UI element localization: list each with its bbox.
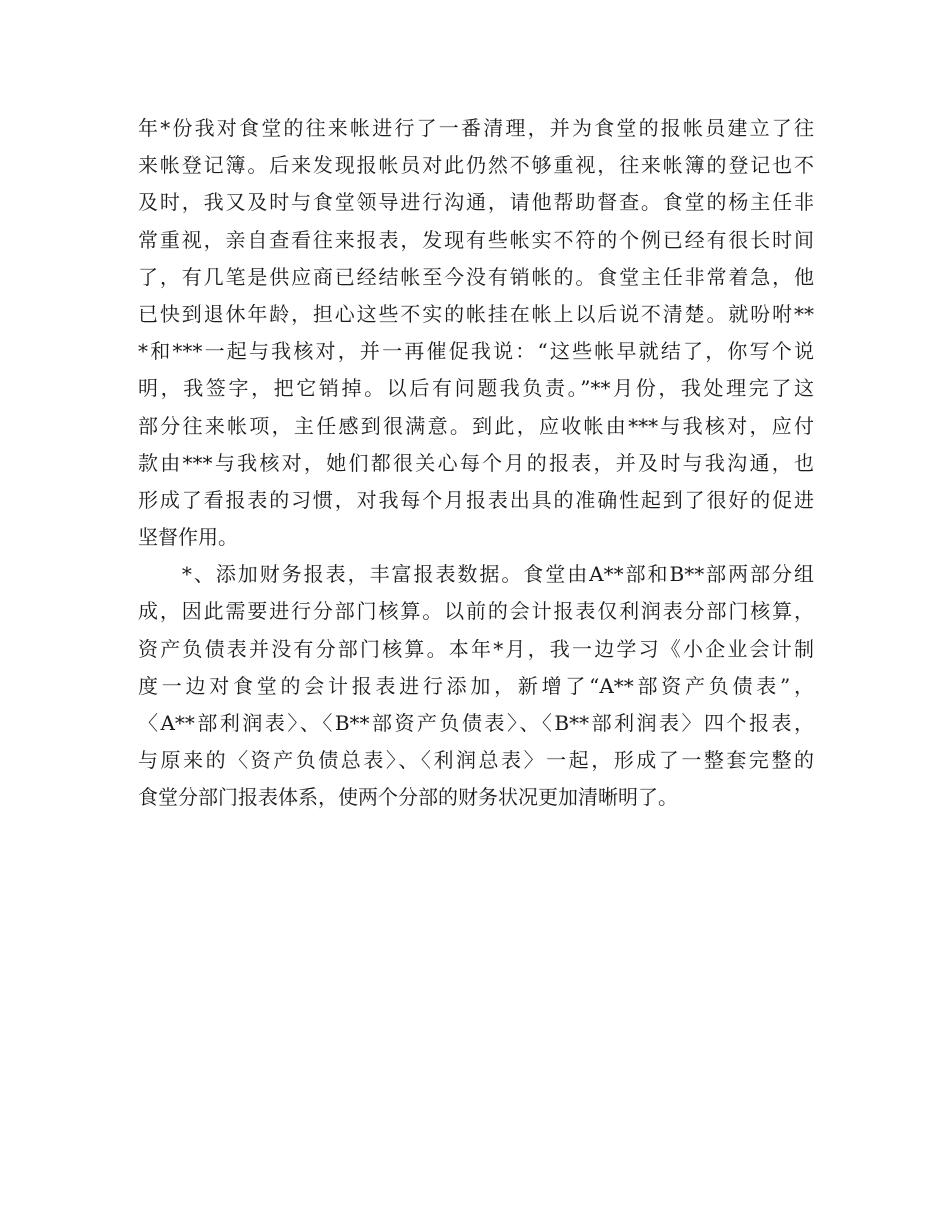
- text-line: 与原来的〈资产负债总表〉、〈利润总表〉一起，形成了一整套完整的: [138, 748, 814, 773]
- text-line: 部分往来帐项，主任感到很满意。到此，应收帐由***与我核对，应付: [138, 413, 814, 438]
- text-line: 常重视，亲自查看往来报表，发现有些帐实不符的个例已经有很长时间: [138, 227, 814, 252]
- text-line: 资产负债表并没有分部门核算。本年*月，我一边学习《小企业会计制: [138, 636, 814, 661]
- text-line: 及时，我又及时与食堂领导进行沟通，请他帮助督查。食堂的杨主任非: [138, 190, 814, 215]
- paragraph-financial-reports: [138, 556, 814, 816]
- text-line: 了，有几笔是供应商已经结帐至今没有销帐的。食堂主任非常着急，他: [138, 264, 814, 289]
- paragraph-reconciliation: [138, 110, 814, 556]
- text-line: 坚督作用。: [138, 525, 238, 550]
- text-line: *、添加财务报表，丰富报表数据。食堂由A**部和B**部两部分组: [138, 562, 814, 587]
- text-line: 款由***与我核对，她们都很关心每个月的报表，并及时与我沟通，也: [138, 450, 814, 475]
- document-body: [138, 110, 814, 817]
- text-line: 已快到退休年龄，担心这些不实的帐挂在帐上以后说不清楚。就吩咐**: [138, 301, 814, 326]
- text-line: 〈A**部利润表〉、〈B**部资产负债表〉、〈B**部利润表〉四个报表，: [138, 711, 814, 735]
- text-line: *和***一起与我核对，并一再催促我说：“这些帐早就结了，你写个说: [138, 339, 814, 364]
- text-line: 形成了看报表的习惯，对我每个月报表出具的准确性起到了很好的促进: [138, 487, 814, 512]
- text-line: 食堂分部门报表体系，使两个分部的财务状况更加清晰明了。: [138, 785, 678, 810]
- text-line: 来帐登记簿。后来发现报帐员对此仍然不够重视，往来帐簿的登记也不: [138, 153, 814, 178]
- text-line: 明，我签字，把它销掉。以后有问题我负责。”**月份，我处理完了这: [138, 376, 814, 401]
- text-line: 度一边对食堂的会计报表进行添加，新增了“A**部资产负债表”，: [138, 673, 814, 698]
- text-line: 成，因此需要进行分部门核算。以前的会计报表仅利润表分部门核算，: [138, 599, 814, 624]
- text-line: 年*份我对食堂的往来帐进行了一番清理，并为食堂的报帐员建立了往: [138, 116, 814, 140]
